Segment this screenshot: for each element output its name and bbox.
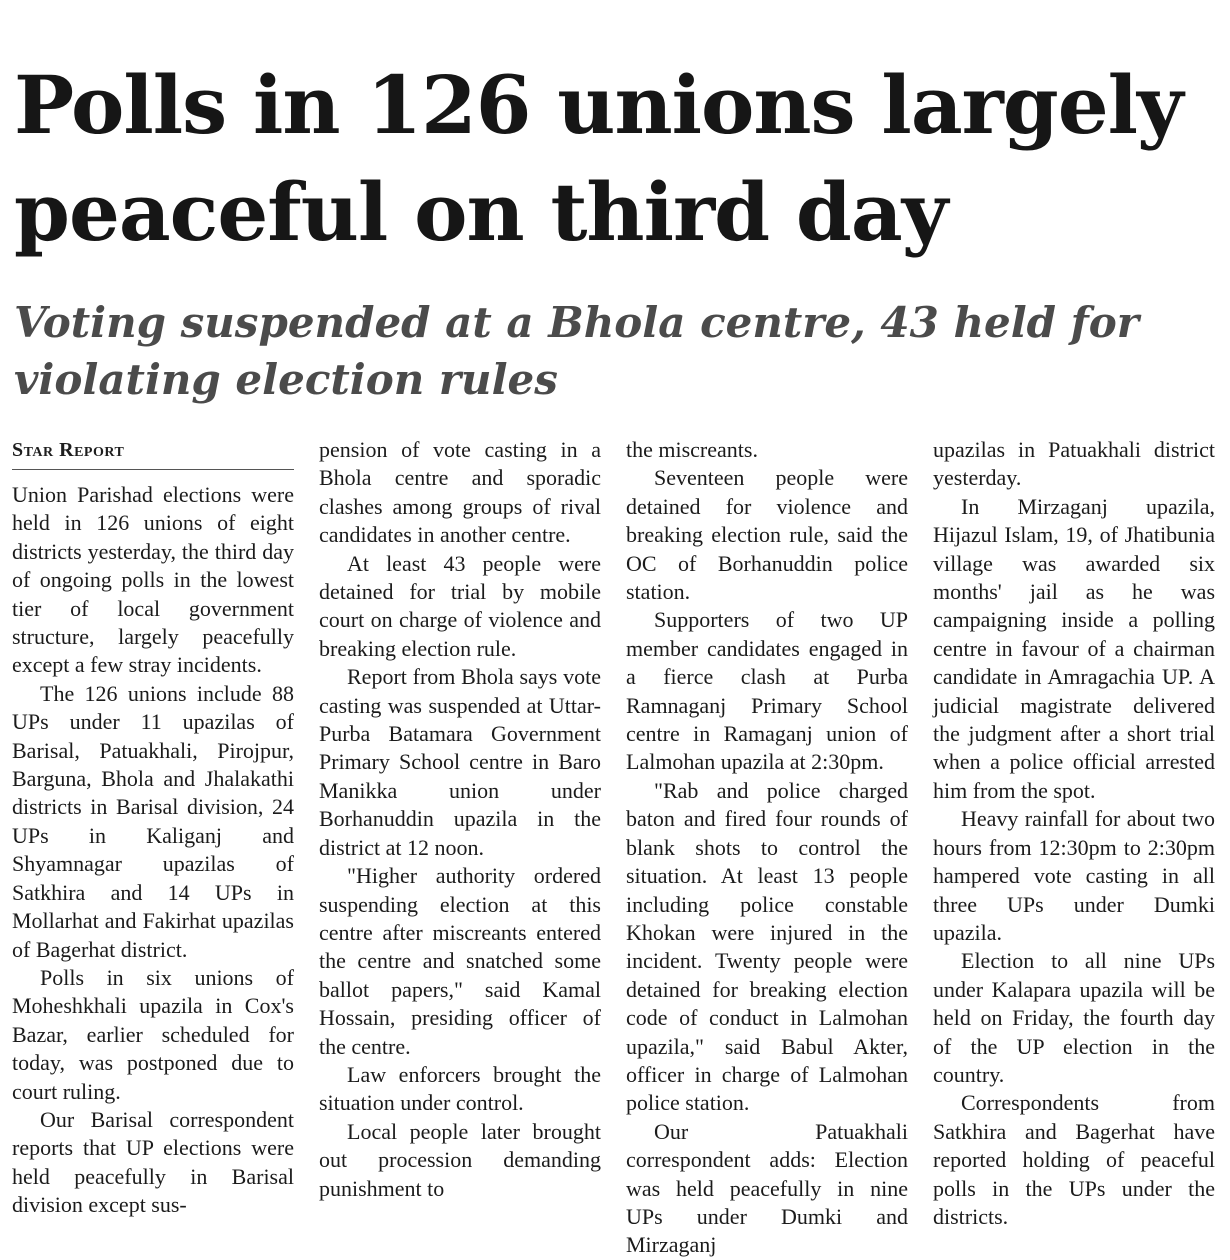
body-paragraph: Correspondents from Satkhira and Bagerhat have reported holding of peaceful polls in the UPs under the districts.	[933, 1090, 1215, 1229]
body-paragraph: Union Parishad elections were held in 126 unions of eight districts yesterday, the third day of ongoing polls in the lowest tier of local government structure, largely peacefully except a few stray incidents.	[12, 482, 294, 678]
body-paragraph: Report from Bhola says vote casting was suspended at Uttar-Purba Batamara Government Primary School centre in Baro Manikka union under Borhanuddin upazila in the district at 12 noon.	[319, 664, 601, 860]
body-paragraph: Seventeen people were detained for violence and breaking election rule, said the OC of Borhanuddin police station.	[626, 465, 908, 605]
article-column-1	[12, 436, 294, 1220]
article-column-3	[626, 436, 908, 1260]
headline	[14, 52, 1224, 266]
body-paragraph: "Higher authority ordered suspending election at this centre after miscreants entered the centre and snatched some ballot papers," said Kamal Hossain, presiding officer of the centre.	[319, 863, 601, 1059]
headline-line-1: Polls in 126 unions largely	[14, 58, 1183, 152]
body-paragraph: Our Patuakhali correspondent adds: Election was held peacefully in nine UPs under Dumki and Mirzaganj	[626, 1118, 908, 1258]
body-paragraph: The 126 unions include 88 UPs under 11 upazilas of Barisal, Patuakhali, Pirojpur, Barguna, Bhola and Jhalakathi districts in Barisal division, 24 UPs in Kaliganj and Shyamnagar upazilas of Satkhira and 14 UPs in Mollarhat and Fakirhat upazilas of Bagerhat district.	[12, 680, 294, 962]
body-paragraph: Local people later brought out procession demanding punishment to	[319, 1118, 601, 1201]
body-paragraph: the miscreants.	[626, 437, 758, 462]
body-paragraph: pension of vote casting in a Bhola centre and sporadic clashes among groups of rival candidates in another centre.	[319, 437, 601, 548]
subheadline-line-2: violating election rules	[14, 355, 558, 404]
body-paragraph: Supporters of two UP member candidates engaged in a fierce clash at Purba Ramnaganj Primary School centre in Ramaganj union of Lalmohan upazila at 2:30pm.	[626, 607, 908, 775]
byline-rule	[12, 469, 294, 470]
headline-line-2: peaceful on third day	[14, 165, 948, 259]
subheadline-line-1: Voting suspended at a Bhola centre, 43 held for	[14, 298, 1139, 347]
subheadline	[14, 294, 1224, 408]
body-paragraph: At least 43 people were detained for trial by mobile court on charge of violence and breaking election rule.	[319, 550, 601, 661]
body-paragraph: Law enforcers brought the situation under control.	[319, 1061, 601, 1116]
body-paragraph: Our Barisal correspondent reports that UP elections were held peacefully in Barisal division except sus-	[12, 1106, 294, 1218]
body-paragraph: upazilas in Patuakhali district yesterday.	[933, 437, 1215, 491]
article-column-4	[933, 436, 1215, 1231]
body-paragraph: "Rab and police charged baton and fired four rounds of blank shots to control the situation. At least 13 people including police constable Khokan were injured in the incident. Twenty people were detained for breaking election code of conduct in Lalmohan upazila," said Babul Akter, officer in charge of Lalmohan police station.	[626, 777, 908, 1116]
byline: Star Report	[12, 439, 125, 461]
body-paragraph: Heavy rainfall for about two hours from 12:30pm to 2:30pm hampered vote casting in all three UPs under Dumki upazila.	[933, 806, 1215, 945]
body-paragraph: Election to all nine UPs under Kalapara upazila will be held on Friday, the fourth day of the UP election in the country.	[933, 948, 1215, 1087]
article-column-2	[319, 436, 601, 1203]
body-paragraph: Polls in six unions of Moheshkhali upazila in Cox's Bazar, earlier scheduled for today, was postponed due to court ruling.	[12, 964, 294, 1104]
body-paragraph: In Mirzaganj upazila, Hijazul Islam, 19, of Jhatibunia village was awarded six months' jail as he was campaigning inside a polling centre in favour of a chairman candidate in Amragachia UP. A judicial magistrate delivered the judgment after a short trial when a police official arrested him from the spot.	[933, 493, 1215, 803]
